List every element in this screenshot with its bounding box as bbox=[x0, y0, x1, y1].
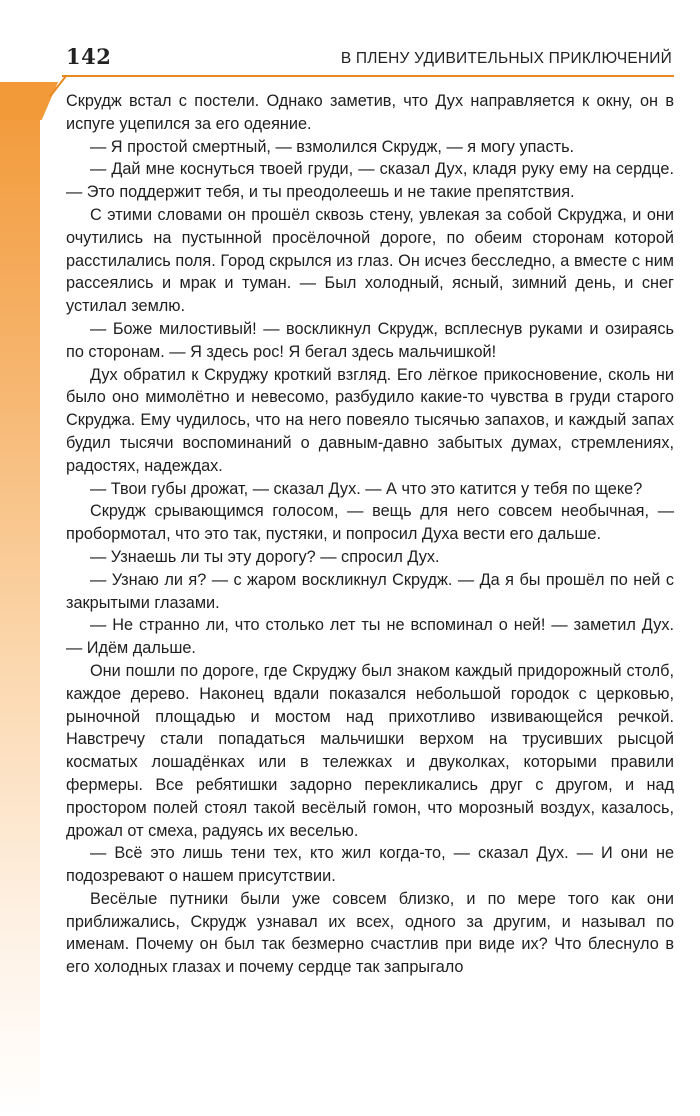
paragraph: Они пошли по дороге, где Скруджу был знаком каждый придорожный столб, каждое дерево. Наконец вдали показался небольшой городок с церковью, рыночной площадью и мостом над прихотливо извивающейся речкой. Навстречу стали попадаться мальчишки верхом на трусивших рысцой косматых лошадёнках или в тележках и двуколках, которыми правили фермеры. Все ребятишки задорно перекликались друг с другом, и над простором полей стоял такой весёлый гомон, что морозный воздух, казалось, дрожал от смеха, радуясь их веселью. bbox=[66, 661, 674, 840]
paragraph: — Всё это лишь тени тех, кто жил когда-то, — сказал Дух. — И они не подозревают о нашем присутствии. bbox=[66, 844, 674, 886]
corner-tab-decoration bbox=[0, 82, 58, 120]
paragraph: Скрудж встал с постели. Однако заметив, что Дух направляется к окну, он в испуге уцепился за его одеяние. bbox=[66, 92, 674, 133]
margin-decoration-strip bbox=[0, 100, 40, 1116]
paragraph: — Не странно ли, что столько лет ты не вспоминал о ней! — заметил Дух. — Идём дальше. bbox=[66, 616, 674, 658]
body-text bbox=[66, 90, 674, 979]
paragraph: — Я простой смертный, — взмолился Скрудж, — я могу упасть. bbox=[90, 137, 575, 156]
running-head: В ПЛЕНУ УДИВИТЕЛЬНЫХ ПРИКЛЮЧЕНИЙ bbox=[340, 50, 672, 67]
paragraph: — Дай мне коснуться твоей груди, — сказал Дух, кладя руку ему на сердце. — Это поддержит тебя, и ты преодолеешь и не такие препятствия. bbox=[66, 160, 674, 202]
paragraph: — Узнаешь ли ты эту дорогу? — спросил Дух. bbox=[90, 547, 440, 566]
header-rule bbox=[62, 75, 674, 77]
paragraph: Скрудж срывающимся голосом, — вещь для него совсем необычная, — пробормотал, что это так, пустяки, и попросил Духа вести его дальше. bbox=[66, 502, 674, 544]
paragraph: С этими словами он прошёл сквозь стену, увлекая за собой Скруджа, и они очутились на пустынной просёлочной дороге, по обеим сторонам которой расстилались поля. Город скрылся из глаз. Он исчез бесследно, а вместе с ним рассеялись и мрак и туман. — Был холодный, ясный, зимний день, и снег устилал землю. bbox=[66, 205, 674, 316]
paragraph: Дух обратил к Скруджу кроткий взгляд. Его лёгкое прикосновение, сколь ни было оно мимолётно и невесомо, разбудило какие-то чувства в груди старого Скруджа. Ему чудилось, что на него повеяло тысячью запахов, и каждый запах будил тысячи воспоминаний о давным-давно забытых думах, стремлениях, радостях, надеждах. bbox=[66, 365, 674, 475]
paragraph: Весёлые путники были уже совсем близко, и по мере того как они приближались, Скрудж узнавал их всех, одного за другим, и называл по именам. Почему он был так безмерно счастлив при виде их? Что блеснуло в его холодных глазах и почему сердце так запрыгало bbox=[66, 889, 674, 977]
page-number: 142 bbox=[66, 44, 112, 69]
paragraph: — Боже милостивый! — воскликнул Скрудж, всплеснув руками и озираясь по сторонам. — Я здесь рос! Я бегал здесь мальчишкой! bbox=[66, 319, 674, 361]
paragraph: — Твои губы дрожат, — сказал Дух. — А что это катится у тебя по щеке? bbox=[90, 479, 643, 498]
paragraph: — Узнаю ли я? — с жаром воскликнул Скрудж. — Да я бы прошёл по ней с закрытыми глазами. bbox=[66, 570, 674, 612]
